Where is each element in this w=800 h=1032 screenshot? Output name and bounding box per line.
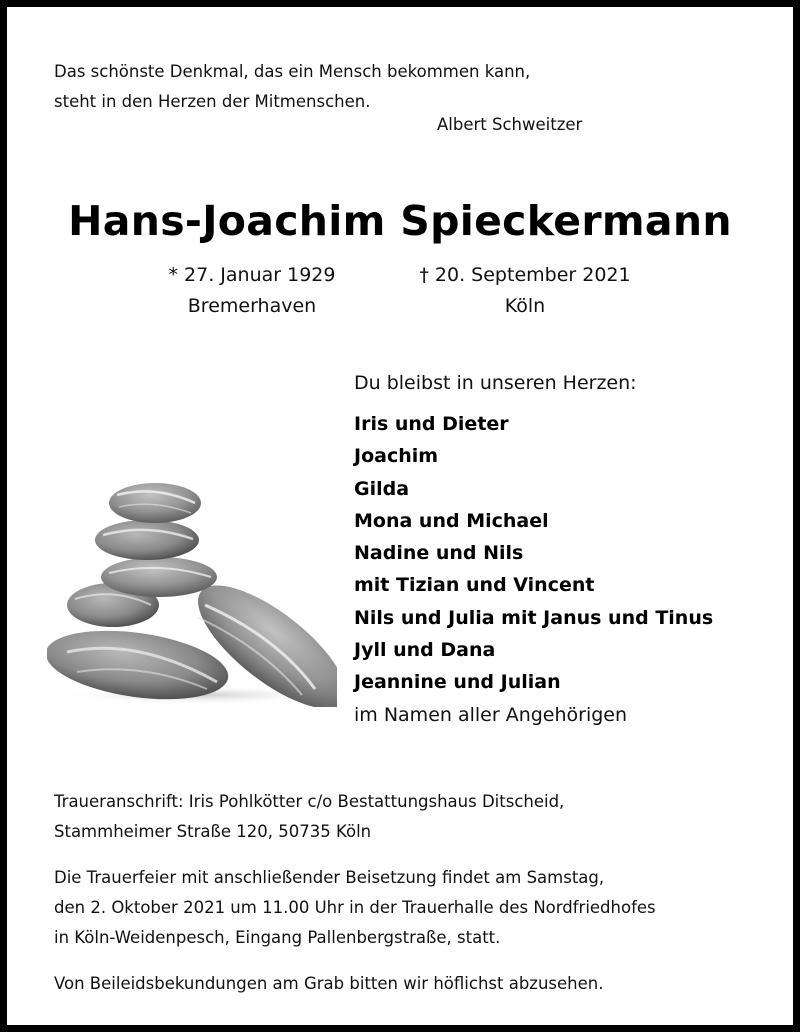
mourner-name: Jeannine und Julian	[354, 671, 561, 694]
mourner-name: Gilda	[354, 477, 410, 500]
stacked-stones-image	[47, 477, 337, 707]
quote-line-1: Das schönste Denkmal, das ein Mensch bekommen kann,	[54, 62, 531, 81]
address-line-2: Stammheimer Straße 120, 50735 Köln	[54, 822, 372, 841]
ceremony-line-2: den 2. Oktober 2021 um 11.00 Uhr in der Trauerhalle des Nordfriedhofes	[54, 898, 656, 917]
mourners	[354, 367, 713, 731]
mourner-name: mit Tizian und Vincent	[354, 574, 595, 597]
address-line-1: Traueranschrift: Iris Pohlkötter c/o Bestattungshaus Ditscheid,	[54, 792, 565, 811]
mourner-name: Jyll und Dana	[354, 639, 496, 662]
ceremony-line-1: Die Trauerfeier mit anschließender Beisetzung findet am Samstag,	[54, 868, 605, 887]
deceased-name: Hans-Joachim Spieckermann	[68, 197, 732, 245]
quote	[54, 57, 530, 117]
mourner-name: Iris und Dieter	[354, 413, 509, 435]
birth-info	[147, 260, 357, 322]
mourners-intro: Du bleibst in unseren Herzen:	[354, 372, 637, 394]
death-info	[385, 260, 665, 322]
quote-author: Albert Schweitzer	[437, 115, 583, 134]
funeral-info	[54, 787, 656, 999]
quote-line-2: steht in den Herzen der Mitmenschen.	[54, 92, 371, 111]
birth-place: Bremerhaven	[187, 295, 317, 317]
mourner-name: Nils und Julia mit Janus und Tinus	[354, 606, 714, 629]
death-date: † 20. September 2021	[419, 264, 631, 286]
mourner-name: Joachim	[354, 445, 439, 468]
mourner-name: Mona und Michael	[354, 509, 549, 532]
mourner-name: Nadine und Nils	[354, 542, 524, 565]
death-place: Köln	[504, 295, 546, 317]
birth-date: * 27. Januar 1929	[168, 264, 336, 286]
ceremony-line-3: in Köln-Weidenpesch, Eingang Pallenbergstraße, statt.	[54, 928, 501, 947]
condolence-note: Von Beileidsbekundungen am Grab bitten wir höflichst abzusehen.	[54, 974, 604, 993]
mourners-outro: im Namen aller Angehörigen	[354, 703, 628, 726]
